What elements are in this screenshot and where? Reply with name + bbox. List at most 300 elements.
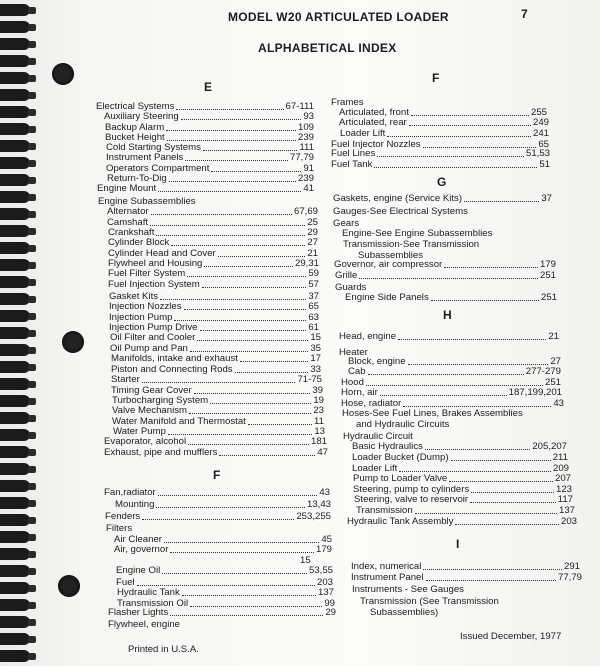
entry-page: 209 (552, 463, 569, 474)
index-entry (360, 596, 499, 607)
entry-page: 59 (308, 268, 319, 279)
entry-label: Hood (341, 377, 364, 388)
entry-page: 239 (297, 173, 314, 184)
leader-dots (471, 492, 554, 493)
entry-page: 23 (313, 405, 324, 416)
entry-label: Injection Nozzles (109, 301, 182, 312)
index-entry (331, 159, 550, 170)
leader-dots (211, 171, 301, 172)
leader-dots (399, 471, 551, 472)
entry-page: 51,53 (525, 148, 550, 159)
binding-coil (0, 531, 38, 545)
entry-label: Bucket Height (105, 132, 165, 143)
entry-page: 203 (560, 516, 577, 527)
binding-coil (0, 361, 38, 375)
entry-label: Fenders (105, 511, 141, 522)
entry-label: Engine-See Engine Subassemblies (342, 228, 493, 239)
binding-coil (0, 480, 38, 494)
index-entry (356, 419, 449, 430)
entry-label: Transmission-See Transmission (343, 239, 480, 250)
binding-coil (0, 412, 38, 426)
leader-dots (176, 109, 283, 110)
index-entry (353, 473, 571, 484)
index-entry (352, 452, 568, 463)
entry-label: Block, engine (348, 356, 406, 367)
entry-label: Return-To-Dig (107, 173, 167, 184)
leader-dots (142, 382, 296, 383)
leader-dots (235, 372, 309, 373)
index-entry (339, 117, 549, 128)
entry-label: Fuel (116, 577, 135, 588)
entry-label: Loader Lift (352, 463, 398, 474)
leader-dots (359, 278, 538, 279)
leader-dots (164, 542, 319, 543)
entry-page: 63 (308, 312, 319, 323)
entry-label: Auxiliary Steering (104, 111, 179, 122)
leader-dots (423, 569, 562, 570)
entry-page: 65 (538, 139, 549, 150)
entry-page: 45 (321, 534, 332, 545)
entry-page: 253,255 (296, 511, 331, 522)
index-entry (345, 292, 557, 303)
index-entry (115, 499, 331, 510)
entry-page: 29 (325, 607, 336, 618)
entry-label: Oil Filter and Cooler (110, 332, 196, 343)
index-entry (107, 206, 318, 217)
leader-dots (185, 160, 288, 161)
leader-dots (162, 573, 307, 574)
index-entry (117, 587, 334, 598)
leader-dots (184, 309, 307, 310)
binding-coil (0, 395, 38, 409)
entry-label: Exhaust, pipe and mufflers (104, 447, 218, 458)
entry-page: 93 (303, 111, 314, 122)
index-entry (111, 353, 321, 364)
entry-page: 19 (313, 395, 324, 406)
entry-label: Fuel Injector Nozzles (331, 139, 421, 150)
entry-label: Governor, air compressor (334, 259, 443, 270)
index-entry (108, 268, 319, 279)
binding-coil (0, 225, 38, 239)
binding-coil (0, 429, 38, 443)
entry-label: Loader Bucket (Dump) (352, 452, 449, 463)
index-entry (348, 366, 561, 377)
entry-page: 137 (558, 505, 575, 516)
entry-page: 29,31 (294, 258, 319, 269)
index-entry (351, 561, 580, 572)
leader-dots (156, 235, 305, 236)
entry-page: 33 (310, 364, 321, 375)
binding-coil (0, 140, 38, 154)
index-entry (352, 584, 464, 595)
entry-label: Injection Pump (109, 312, 173, 323)
entry-label: Frames (331, 97, 364, 108)
entry-page: 109 (297, 122, 314, 133)
index-entry (340, 128, 549, 139)
leader-dots (366, 385, 543, 386)
leader-dots (158, 191, 301, 192)
binding-coil (0, 293, 38, 307)
entry-label: Subassemblies) (370, 607, 439, 618)
leader-dots (189, 413, 311, 414)
entry-label: Cold Starting Systems (106, 142, 201, 153)
entry-label: Fuel Lines (331, 148, 376, 159)
binding-coil (0, 616, 38, 630)
leader-dots (409, 125, 531, 126)
entry-page: 251 (540, 292, 557, 303)
entry-label: Heater (339, 347, 368, 358)
binding-coil (0, 497, 38, 511)
leader-dots (411, 115, 529, 116)
entry-page: 111 (299, 142, 314, 153)
binding-coil (0, 242, 38, 256)
index-entry (106, 152, 314, 163)
index-entry (105, 511, 331, 522)
entry-label: Head, engine (339, 331, 397, 342)
entry-label: Subassemblies (358, 250, 424, 261)
entry-page: 41 (303, 183, 314, 194)
entry-label: Water Pump (113, 426, 166, 437)
binding-coil (0, 650, 38, 664)
entry-label: Backup Alarm (105, 122, 165, 133)
punch-hole-middle (62, 331, 84, 353)
entry-page: 27 (550, 356, 561, 367)
entry-page: 13 (314, 426, 325, 437)
leader-dots (170, 615, 323, 616)
entry-label: Engine Oil (116, 565, 161, 576)
entry-label: Instrument Panel (351, 572, 424, 583)
entry-page: 27 (307, 237, 318, 248)
entry-page: 181 (310, 436, 327, 447)
entry-page: 37 (541, 193, 552, 204)
leader-dots (158, 495, 318, 496)
leader-dots (203, 150, 297, 151)
index-entry (341, 387, 562, 398)
entry-page: 207 (554, 473, 571, 484)
index-entry (108, 237, 318, 248)
leader-dots (204, 266, 293, 267)
index-entry (104, 436, 327, 447)
entry-label: Engine Side Panels (345, 292, 429, 303)
entry-label: Loader Lift (340, 128, 386, 139)
entry-page: 15 (310, 332, 321, 343)
entry-label: Mounting (115, 499, 155, 510)
index-entry (351, 572, 582, 583)
index-entry (108, 279, 319, 290)
index-entry (116, 565, 333, 576)
index-entry (109, 301, 319, 312)
entry-label: Operators Compartment (106, 163, 210, 174)
index-entry (342, 408, 523, 419)
leader-dots (449, 481, 553, 482)
entry-label: Gaskets, engine (Service Kits) (333, 193, 463, 204)
entry-label: Hose, radiator (341, 398, 402, 409)
entry-label: Fuel Injection System (108, 279, 200, 290)
index-entry (356, 505, 575, 516)
binding-coil (0, 446, 38, 460)
entry-page: 61 (308, 322, 319, 333)
entry-page: 11 (314, 416, 324, 427)
index-entry (104, 111, 314, 122)
binding-coil (0, 72, 38, 86)
entry-label: Hydraulic Tank (117, 587, 180, 598)
leader-dots (169, 181, 296, 182)
leader-dots (248, 424, 312, 425)
entry-label: Flasher Lights (108, 607, 169, 618)
entry-label: Flywheel and Housing (108, 258, 203, 269)
entry-label: Manifolds, intake and exhaust (111, 353, 238, 364)
binding-coil (0, 4, 38, 18)
leader-dots (380, 395, 507, 396)
leader-dots (415, 513, 557, 514)
entry-label: Turbocharging System (112, 395, 209, 406)
entry-label: Cab (348, 366, 366, 377)
leader-dots (240, 361, 308, 362)
entry-page: 251 (539, 270, 556, 281)
issued-note: Issued December, 1977 (460, 631, 562, 642)
entry-page: 29 (307, 227, 318, 238)
index-entry (111, 374, 322, 385)
leader-dots (167, 140, 296, 141)
entry-page: 15 (300, 555, 311, 566)
entry-page: 179 (539, 259, 556, 270)
entry-page: 123 (555, 484, 572, 495)
binding-coil (0, 565, 38, 579)
entry-label: Instrument Panels (106, 152, 184, 163)
entry-page: 43 (319, 487, 330, 498)
leader-dots (166, 130, 296, 131)
entry-label: Transmission Oil (117, 598, 189, 609)
binding-coil (0, 157, 38, 171)
leader-dots (190, 351, 308, 352)
entry-label: Hydraulic Tank Assembly (347, 516, 454, 527)
index-entry (108, 607, 336, 618)
entry-label: Evaporator, alcohol (104, 436, 187, 447)
entry-page: 117 (557, 494, 573, 505)
leader-dots (194, 393, 311, 394)
leader-dots (451, 460, 551, 461)
entry-page: 51 (539, 159, 550, 170)
leader-dots (181, 119, 302, 120)
entry-page: 211 (552, 452, 568, 463)
index-entry (108, 619, 180, 630)
index-entry (354, 494, 573, 505)
index-entry (370, 607, 438, 618)
leader-dots (368, 374, 524, 375)
leader-dots (160, 299, 306, 300)
index-entry (343, 239, 479, 250)
leader-dots (137, 585, 315, 586)
leader-dots (171, 245, 305, 246)
index-entry (114, 544, 332, 555)
index-title: ALPHABETICAL INDEX (258, 41, 397, 55)
leader-dots (187, 276, 306, 277)
binding-coil (0, 55, 38, 69)
entry-page: 291 (563, 561, 580, 572)
entry-page: 21 (548, 331, 559, 342)
entry-label: Cylinder Block (108, 237, 170, 248)
binding-coil (0, 582, 38, 596)
index-entry (333, 206, 468, 217)
leader-dots (470, 502, 556, 503)
entry-label: Gauges-See Electrical Systems (333, 206, 468, 217)
leader-dots (426, 580, 556, 581)
index-entry (347, 516, 577, 527)
index-entry (333, 193, 552, 204)
binding-coil (0, 276, 38, 290)
entry-label: Index, numerical (351, 561, 422, 572)
punch-hole-bottom (58, 575, 80, 597)
entry-page: 179 (315, 544, 332, 555)
leader-dots (218, 256, 306, 257)
entry-label: Piston and Connecting Rods (111, 364, 233, 375)
entry-label: Electrical Systems (96, 101, 175, 112)
entry-label: Starter (111, 374, 140, 385)
entry-label: Injection Pump Drive (109, 322, 198, 333)
entry-label: Crankshaft (108, 227, 155, 238)
index-entry (110, 332, 321, 343)
leader-dots (174, 320, 306, 321)
binding-coil (0, 106, 38, 120)
entry-label: Air Cleaner (114, 534, 162, 545)
entry-label: Flywheel, engine (108, 619, 180, 630)
leader-dots (151, 214, 292, 215)
entry-label: and Hydraulic Circuits (356, 419, 450, 430)
entry-label: Valve Mechanism (112, 405, 188, 416)
leader-dots (387, 136, 531, 137)
leader-dots (197, 340, 308, 341)
entry-page: 65 (308, 301, 319, 312)
entry-page: 91 (303, 163, 314, 174)
index-entry (112, 405, 324, 416)
index-entry (106, 523, 132, 534)
leader-dots (202, 287, 307, 288)
spiral-binding (0, 0, 38, 666)
entry-page: 25 (307, 217, 318, 228)
leader-dots (168, 434, 312, 435)
binding-coil (0, 599, 38, 613)
entry-page: 57 (308, 279, 319, 290)
entry-page: 67,69 (293, 206, 318, 217)
entry-label: Grille (335, 270, 358, 281)
section-letter-i: I (456, 537, 460, 551)
binding-coil (0, 89, 38, 103)
binding-coil (0, 310, 38, 324)
binding-coil (0, 463, 38, 477)
section-letter-g: G (437, 175, 447, 189)
entry-label: Steering, valve to reservoir (354, 494, 469, 505)
leader-dots (188, 444, 309, 445)
leader-dots (156, 507, 305, 508)
entry-label: Air, governor (114, 544, 169, 555)
binding-coil (0, 174, 38, 188)
binding-coil (0, 38, 38, 52)
entry-label: Articulated, front (339, 107, 409, 118)
entry-label: Alternator (107, 206, 149, 217)
model-title: MODEL W20 ARTICULATED LOADER (228, 10, 449, 24)
entry-page: 17 (310, 353, 321, 364)
index-entry (97, 183, 314, 194)
entry-page: 53,55 (308, 565, 333, 576)
leader-dots (374, 167, 537, 168)
leader-dots (377, 156, 524, 157)
index-entry (331, 148, 550, 159)
leader-dots (200, 330, 307, 331)
entry-page: 277-279 (525, 366, 561, 377)
entry-page: 251 (544, 377, 561, 388)
leader-dots (431, 300, 539, 301)
binding-coil (0, 344, 38, 358)
entry-label: Basic Hydraulics (352, 441, 423, 452)
entry-page: 99 (324, 598, 335, 609)
entry-label: Horn, air (341, 387, 378, 398)
entry-page: 77,79 (557, 572, 582, 583)
entry-page: 43 (553, 398, 564, 409)
entry-label: Fuel Tank (331, 159, 373, 170)
entry-label: Transmission (See Transmission (360, 596, 499, 607)
entry-label: Steering, pump to cylinders (353, 484, 470, 495)
entry-label: Engine Mount (97, 183, 157, 194)
section-letter-e: E (204, 80, 213, 94)
entry-page: 203 (316, 577, 333, 588)
entry-page: 187,199,201 (508, 387, 562, 398)
entry-page: 255 (530, 107, 547, 118)
entry-page: 205,207 (532, 441, 567, 452)
leader-dots (210, 403, 311, 404)
index-entry (334, 259, 556, 270)
punch-hole-top (52, 63, 74, 85)
entry-label: Camshaft (107, 217, 149, 228)
binding-coil (0, 327, 38, 341)
entry-label: Articulated, rear (339, 117, 407, 128)
entry-page: 137 (317, 587, 334, 598)
entry-label: Pump to Loader Valve (353, 473, 448, 484)
entry-label: Instruments - See Gauges (352, 584, 464, 595)
leader-dots (219, 455, 315, 456)
binding-coil (0, 123, 38, 137)
entry-page: 21 (307, 248, 318, 259)
entry-page: 241 (532, 128, 549, 139)
index-entry (104, 487, 330, 498)
entry-label: Fuel Filter System (108, 268, 186, 279)
section-letter-f-left: F (213, 468, 221, 482)
leader-dots (150, 225, 305, 226)
entry-page: 71-75 (297, 374, 322, 385)
entry-page: 39 (312, 385, 323, 396)
entry-page: 239 (297, 132, 314, 143)
binding-coil (0, 378, 38, 392)
leader-dots (408, 364, 549, 365)
binding-coil (0, 514, 38, 528)
leader-dots (142, 519, 294, 520)
binding-coil (0, 208, 38, 222)
entry-label: Gears (333, 218, 360, 229)
section-letter-h: H (443, 308, 452, 322)
leader-dots (170, 552, 314, 553)
leader-dots (182, 595, 316, 596)
entry-label: Transmission (356, 505, 413, 516)
index-entry (352, 441, 567, 452)
entry-label: Water Manifold and Thermostat (112, 416, 246, 427)
leader-dots (403, 406, 551, 407)
entry-label: Oil Pump and Pan (110, 343, 188, 354)
entry-label: Engine Subassemblies (98, 196, 196, 207)
leader-dots (464, 201, 539, 202)
index-entry (339, 331, 559, 342)
entry-label: Filters (106, 523, 133, 534)
index-entry (342, 228, 492, 239)
entry-label: Hydraulic Circuit (343, 431, 413, 442)
